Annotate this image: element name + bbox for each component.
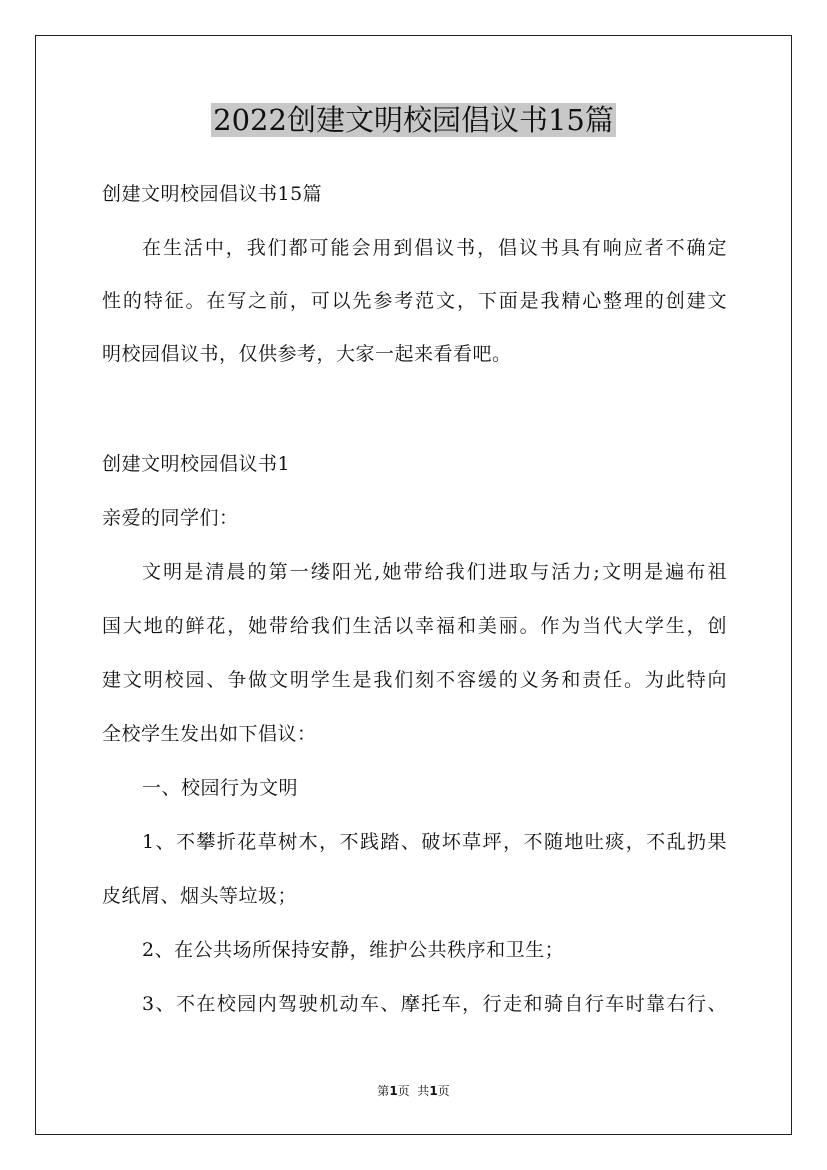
page-number-footer (0, 1083, 827, 1099)
footer-total-pages: 1 (429, 1084, 438, 1098)
list-item: 3、不在校园内驾驶机动车、摩托车，行走和骑自行车时靠右行、 (142, 993, 727, 1015)
list-item: 2、在公共场所保持安静，维护公共秩序和卫生； (142, 939, 565, 961)
footer-current-page: 1 (389, 1084, 398, 1098)
point-heading: 一、校园行为文明 (142, 777, 299, 799)
page-title (0, 98, 827, 142)
body-line: 国大地的鲜花，她带给我们生活以幸福和美丽。作为当代大学生，创 (102, 615, 727, 637)
salutation: 亲爱的同学们： (102, 507, 239, 529)
list-item: 皮纸屑、烟头等垃圾； (102, 885, 298, 907)
body-line: 文明是清晨的第一缕阳光,她带给我们进取与活力;文明是遍布祖 (142, 561, 727, 583)
intro-line: 性的特征。在写之前，可以先参考范文，下面是我精心整理的创建文 (102, 290, 727, 312)
intro-line: 在生活中，我们都可能会用到倡议书，倡议书具有响应者不确定 (142, 237, 727, 259)
section-heading: 创建文明校园倡议书1 (102, 453, 291, 475)
page-title-text: 2022创建文明校园倡议书15篇 (213, 103, 614, 137)
intro-line: 明校园倡议书，仅供参考，大家一起来看看吧。 (102, 343, 512, 365)
footer-mid: 页 共 (397, 1084, 430, 1098)
footer-suffix: 页 (437, 1084, 450, 1098)
body-line: 全校学生发出如下倡议： (102, 723, 317, 745)
footer-prefix: 第 (377, 1084, 390, 1098)
subtitle: 创建文明校园倡议书15篇 (102, 183, 323, 205)
list-item: 1、不攀折花草树木，不践踏、破坏草坪，不随地吐痰，不乱扔果 (142, 831, 727, 853)
body-line: 建文明校园、争做文明学生是我们刻不容缓的义务和责任。为此特向 (102, 669, 727, 691)
